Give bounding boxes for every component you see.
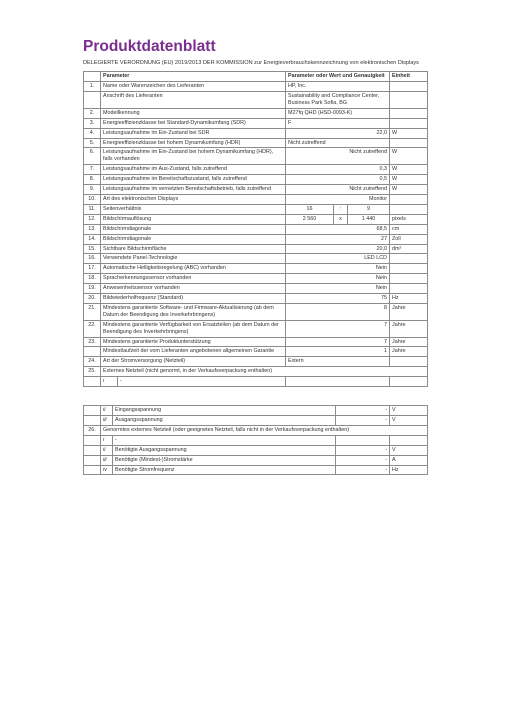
table-row: 26. Genormtes externes Netzteil (oder geeignetes Netzteil, falls nicht in der Verkaufsverpackung enthalten): [84, 425, 428, 435]
table-row: iii Ausgangsspannung - V: [84, 416, 428, 426]
table-row: 25. Externes Netzteil (nicht genormt, in der Verkaufsverpackung enthalten): [84, 367, 428, 377]
table-row: 16. Verwendete Panel-Technologie LED LCD: [84, 254, 428, 264]
table-row: 8. Leistungsaufnahme im Bereitschaftszustand, falls zutreffend 0,5 W: [84, 175, 428, 185]
table-row: iii Benötigte (Mindest-)Stromstärke - A: [84, 455, 428, 465]
table-row: 7. Leistungsaufnahme im Aus-Zustand, falls zutreffend 0,3 W: [84, 165, 428, 175]
page-title: Produktdatenblatt: [83, 38, 216, 55]
regulation-subtitle: DELEGIERTE VERORDNUNG (EU) 2019/2013 DER KOMMISSION zur Energieverbrauchskennzeichnung von elektronischen Displays: [83, 60, 419, 66]
table-row: ii Eingangsspannung - V: [84, 406, 428, 416]
datasheet-page: [83, 38, 427, 475]
table-row: 19. Anwesenheitssensor vorhanden Nein: [84, 284, 428, 294]
table-row: 5. Energieeffizienzklasse bei hohem Dynamikumfang (HDR) Nicht zutreffend: [84, 138, 428, 148]
table-row: 2. Modellkennung M27fq QHD (HSD-0093-K): [84, 108, 428, 118]
table-row: 9. Leistungsaufnahme im vernetzten Bereitschaftsbetrieb, falls zutreffend Nicht zutreffend W: [84, 185, 428, 195]
table-row: 6. Leistungsaufnahme im Ein-Zustand bei hohem Dynamikumfang (HDR), falls vorhanden Nicht zutreffend W: [84, 148, 428, 165]
header-param: Parameter: [101, 72, 286, 82]
table-row: ii Benötigte Ausgangsspannung - V: [84, 445, 428, 455]
table-row: 23. Mindestens garantierte Produktunterstützung 7 Jahre: [84, 337, 428, 347]
table-row: 24. Art der Stromversorgung (Netzteil) Extern: [84, 357, 428, 367]
table-row: 15. Sichtbare Bildschirmfläche 20,0 dm²: [84, 244, 428, 254]
table-row: 10. Art des elektronischen Displays Monitor: [84, 194, 428, 204]
header-value: Parameter oder Wert und Genauigkeit: [286, 72, 390, 82]
table-row: iv Benötigte Stromfrequenz - Hz: [84, 465, 428, 475]
table-row: 3. Energieeffizienzklasse bei Standard-Dynamikumfang (SDR) F: [84, 118, 428, 128]
table-row: 20. Bildwiederholfrequenz (Standard) 75 Hz: [84, 294, 428, 304]
table-row: 4. Leistungsaufnahme im Ein-Zustand bei SDR 22,0 W: [84, 128, 428, 138]
table-row: 17. Automatische Helligkeitsregelung (ABC) vorhanden Nein: [84, 264, 428, 274]
table-row: 12. Bildschirmauflösung 2 560 x 1 440 pixels: [84, 214, 428, 224]
table-row: 21. Mindestens garantierte Software- und Firmware-Aktualisierung (ab dem Datum der Beendigung des Inverkehrbringens) 8 Jahre: [84, 303, 428, 320]
table-header-row: [84, 72, 428, 82]
table-row: 22. Mindestens garantierte Verfügbarkeit von Ersatzteilen (ab dem Datum der Beendigung des Inverkehrbringens) 7 Jahre: [84, 320, 428, 337]
table-row: 13. Bildschirmdiagonale 68,5 cm: [84, 224, 428, 234]
datasheet-table-continued: [83, 405, 428, 475]
table-row: i -: [84, 435, 428, 445]
table-row: 11. Seitenverhältnis 16 : 9: [84, 204, 428, 214]
header-unit: Einheit: [390, 72, 428, 82]
table-row: Mindestlaufzeit der vom Lieferanten angebotenen allgemeinen Garantie 1 Jahre: [84, 347, 428, 357]
table-row: 18. Spracherkennungssensor vorhanden Nein: [84, 274, 428, 284]
datasheet-table: [83, 71, 428, 387]
table-row: Anschrift des Lieferanten Sustainability and Compliance Center, Business Park Sofia, BG: [84, 92, 428, 109]
table-row: 1. Name oder Warenzeichen des Lieferanten HP, Inc.: [84, 82, 428, 92]
table-row: i -: [84, 377, 428, 387]
table-row: 14. Bildschirmdiagonale 27 Zoll: [84, 234, 428, 244]
